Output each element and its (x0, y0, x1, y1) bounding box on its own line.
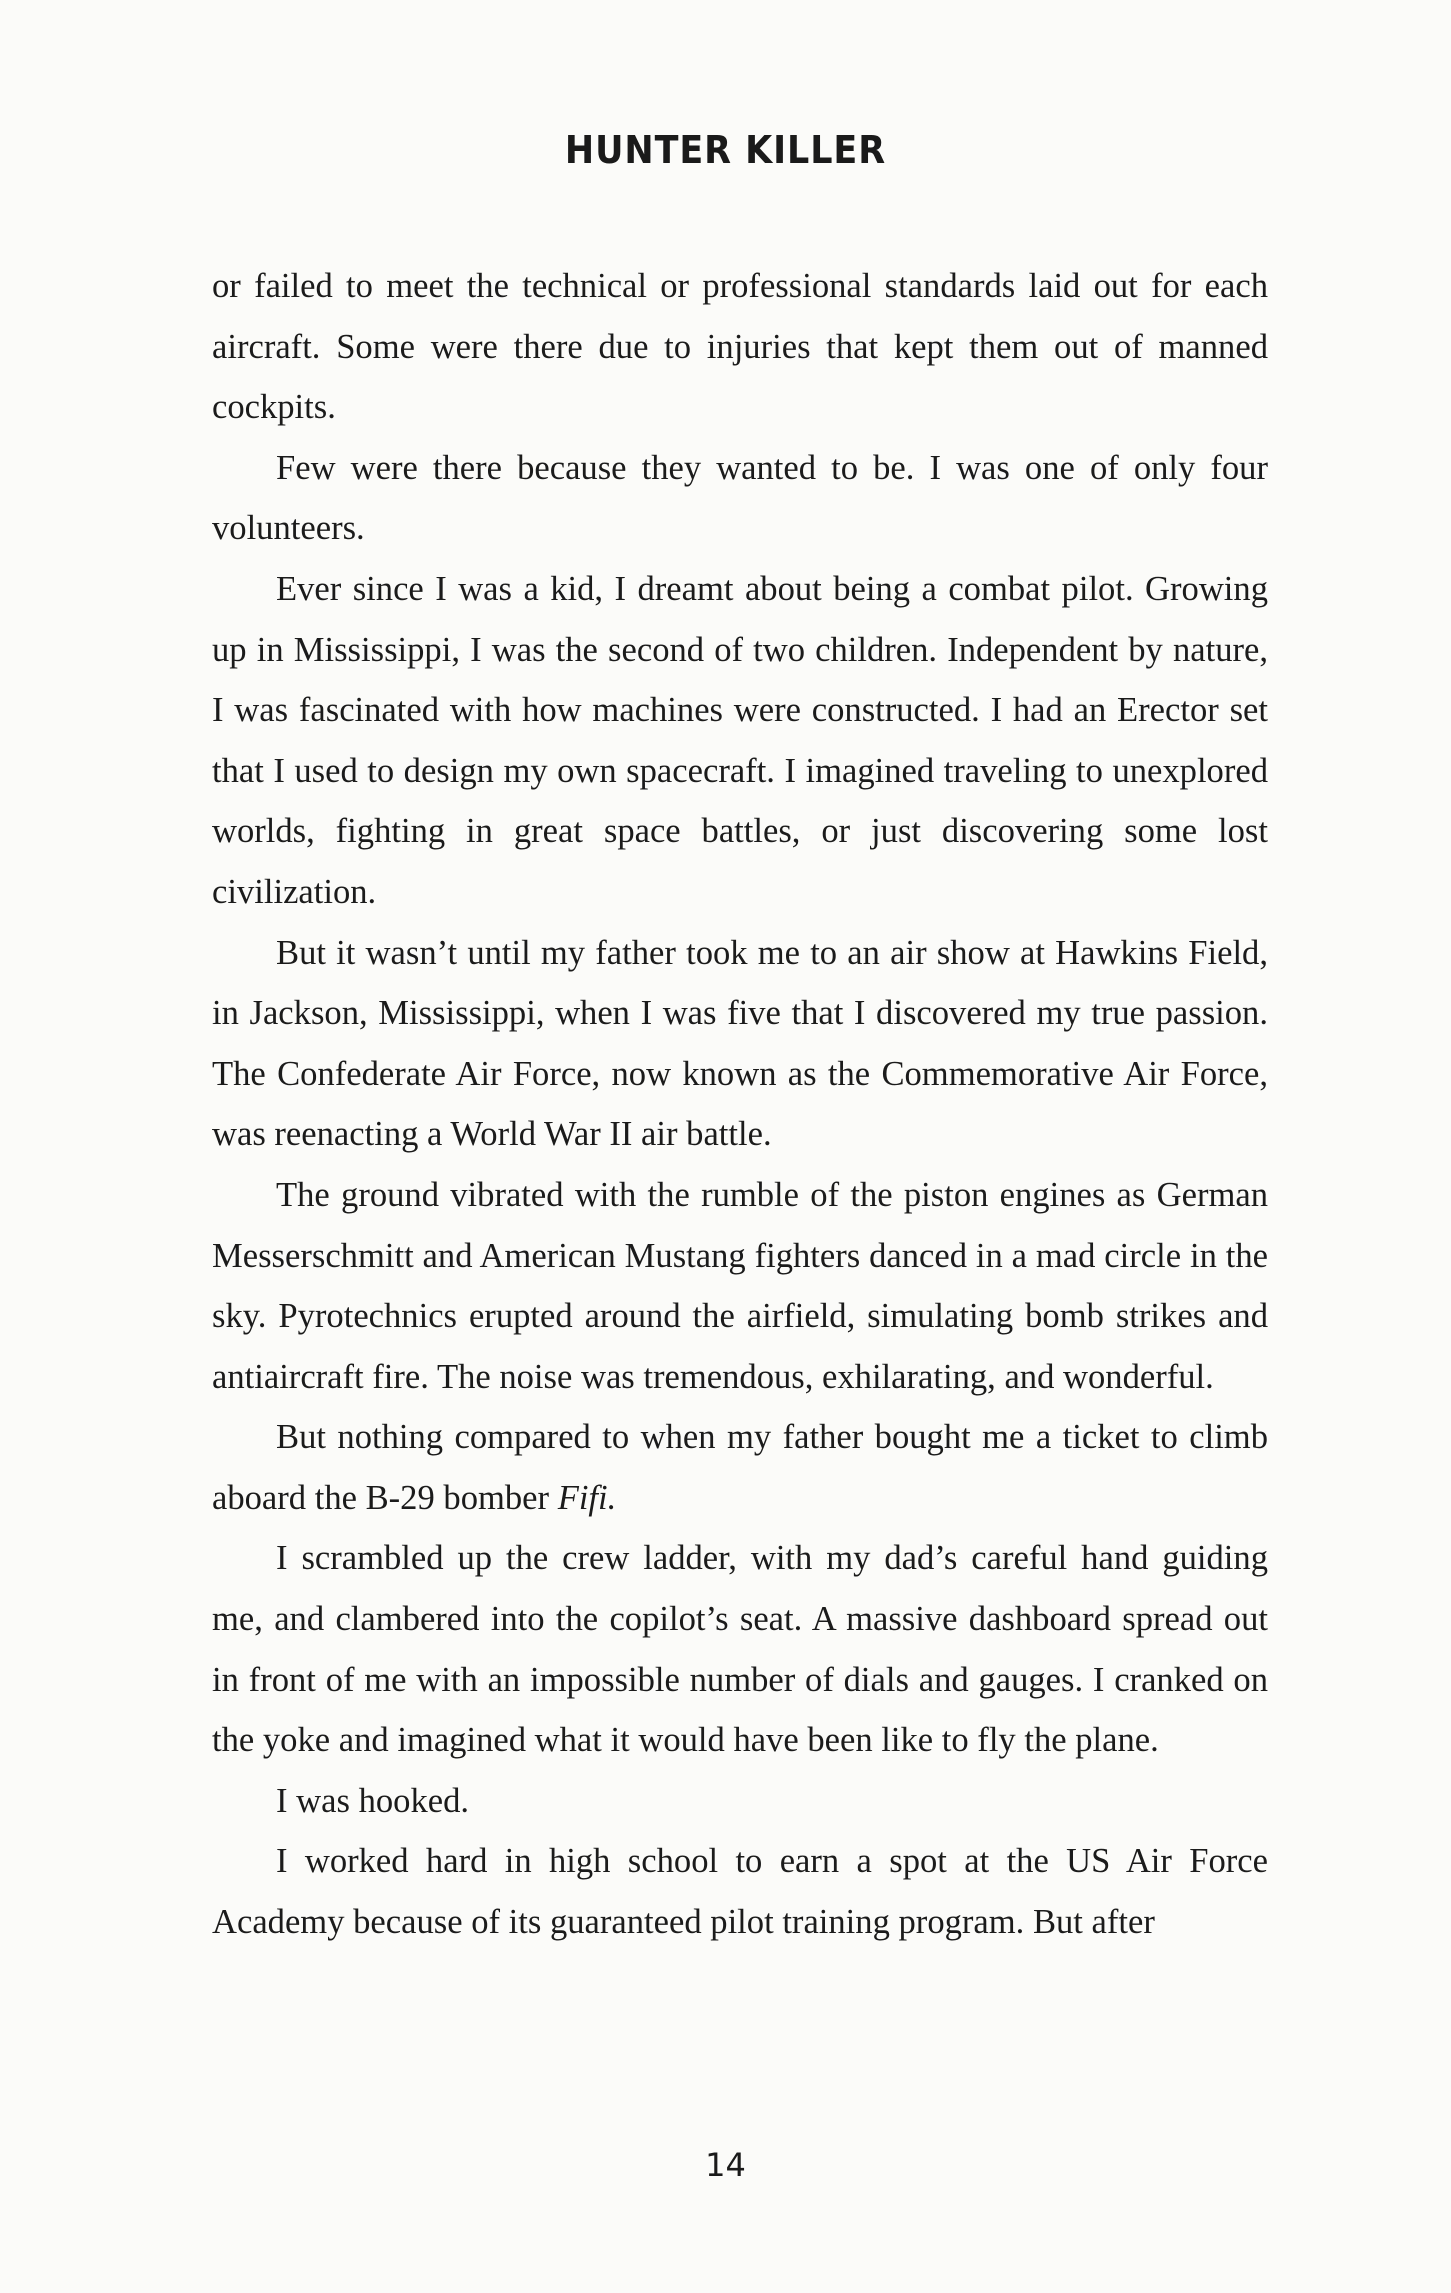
body-text (212, 256, 1268, 1953)
aircraft-name: Fifi. (557, 1478, 617, 1517)
paragraph: I scrambled up the crew ladder, with my dad’s careful hand guiding me, and clambered into the copilot’s seat. A massive dashboard spread out in front of me with an impossible number of dials and gauges. I cranked on the yoke and imagined what it would have been like to fly the plane. (212, 1539, 1268, 1760)
paragraph (212, 1407, 1268, 1528)
paragraph: or failed to meet the technical or professional standards laid out for each aircraft. Some were there due to injuries that kept them out of manned cockpits. (212, 267, 1268, 427)
page-number: 14 (705, 2146, 746, 2184)
paragraph: The ground vibrated with the rumble of the piston engines as German Messerschmitt and American Mustang fighters danced in a mad circle in the sky. Pyrotechnics erupted around the airfield, simulating bomb strikes and antiaircraft fire. The noise was tremendous, exhilarating, and wonderful. (212, 1175, 1268, 1396)
paragraph-text: But nothing compared to when my father bought me a ticket to climb aboard the B-29 bomber (212, 1418, 1268, 1517)
paragraph: I was hooked. (276, 1781, 470, 1820)
paragraph: Ever since I was a kid, I dreamt about being a combat pilot. Growing up in Mississippi, I was the second of two children. Independent by nature, I was fascinated with how machines were constructed. I had an Erector set that I used to design my own spacecraft. I imagined traveling to unexplored worlds, fighting in great space battles, or just discovering some lost civilization. (212, 569, 1268, 911)
running-head: HUNTER KILLER (564, 128, 887, 172)
paragraph: Few were there because they wanted to be. I was one of only four volunteers. (212, 448, 1268, 548)
paragraph: I worked hard in high school to earn a spot at the US Air Force Academy because of its guaranteed pilot training program. But after (212, 1842, 1268, 1942)
paragraph: But it wasn’t until my father took me to an air show at Hawkins Field, in Jackson, Mississippi, when I was five that I discovered my true passion. The Confederate Air Force, now known as the Commemorative Air Force, was reenacting a World War II air battle. (212, 933, 1268, 1154)
